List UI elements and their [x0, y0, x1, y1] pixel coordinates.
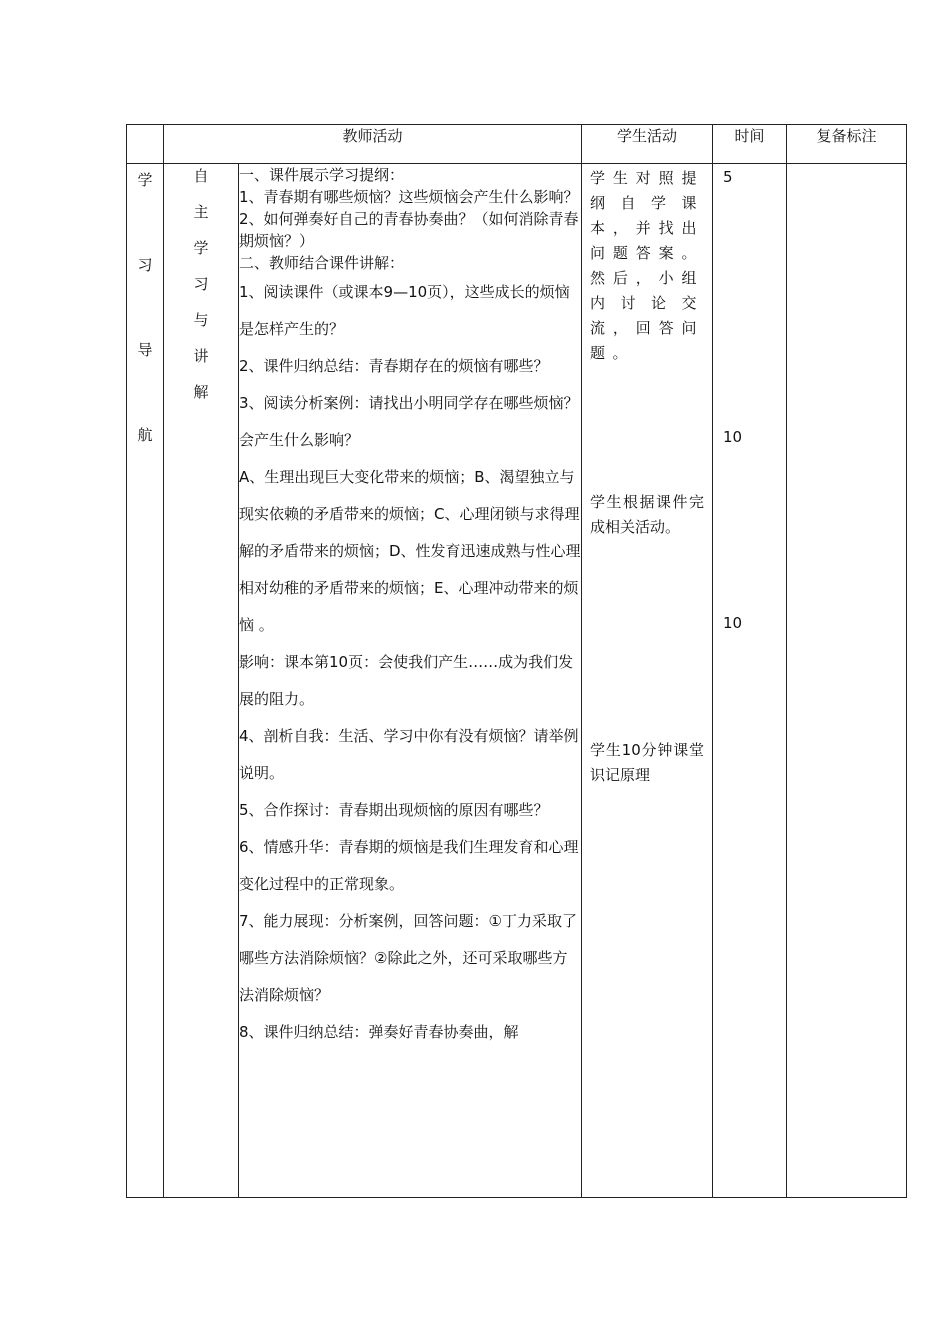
time-value: 10: [723, 614, 743, 632]
teacher-line: 3、阅读分析案例：请找出小明同学存在哪些烦恼？会产生什么影响？: [239, 394, 579, 449]
teacher-line: 一、课件展示学习提纲：: [239, 166, 405, 184]
subsection-label: [164, 164, 239, 1198]
subsection-char: 学: [193, 239, 209, 257]
subsection-char: 主: [193, 203, 209, 221]
student-activity-content: [582, 164, 713, 1198]
section-label: [127, 164, 164, 1198]
teacher-line: 6、情感升华：青春期的烦恼是我们生理发育和心理变化过程中的正常现象。: [239, 838, 579, 893]
section-char: 习: [137, 256, 153, 274]
teacher-line: 8、课件归纳总结：弹奏好青春协奏曲，解: [239, 1023, 519, 1041]
time-value: 10: [723, 428, 743, 446]
content-row: [127, 164, 907, 1198]
teacher-line: A、生理出现巨大变化带来的烦恼；B、渴望独立与现实依赖的矛盾带来的烦恼；C、心理闭锁与求得理解的矛盾带来的烦恼；D、性发育迅速成熟与性心理相对幼稚的矛盾带来的烦恼；E、心理冲动带来的烦恼 。: [239, 468, 581, 634]
subsection-char: 自: [193, 167, 209, 185]
lesson-plan-table: [126, 124, 907, 1198]
subsection-char: 解: [193, 383, 209, 401]
subsection-char: 习: [193, 275, 209, 293]
student-activity-text: 学生10分钟课堂识记原理: [590, 741, 705, 784]
time-value: 5: [723, 168, 733, 186]
teacher-line: 二、教师结合课件讲解：: [239, 254, 405, 272]
teacher-line: 2、如何弹奏好自己的青春协奏曲？（如何消除青春期烦恼？）: [239, 210, 579, 250]
teacher-line: 7、能力展现：分析案例，回答问题：①丁力采取了哪些方法消除烦恼？②除此之外，还可采取哪些方法消除烦恼？: [239, 912, 577, 1004]
student-activity-text: 学生根据课件完成相关活动。: [590, 493, 705, 536]
teacher-line: 4、剖析自我：生活、学习中你有没有烦恼？请举例说明。: [239, 727, 579, 782]
teacher-line: 2、课件归纳总结：青春期存在的烦恼有哪些？: [239, 357, 549, 375]
header-review-notes: 复备标注: [787, 125, 907, 164]
student-activity-text: 学生对照提纲自学课本，并找出问题答案。然后，小组内讨论交流，回答问题。: [590, 169, 705, 362]
header-time: 时间: [713, 125, 787, 164]
teacher-line: 1、阅读课件（或课本9—10页），这些成长的烦恼是怎样产生的？: [239, 283, 570, 338]
header-row: [127, 125, 907, 164]
teacher-line: 影响：课本第10页：会使我们产生……成为我们发展的阻力。: [239, 653, 574, 708]
section-char: 学: [137, 171, 153, 189]
time-content: [713, 164, 787, 1198]
teacher-line: 5、合作探讨：青春期出现烦恼的原因有哪些？: [239, 801, 549, 819]
header-teacher-activity: 教师活动: [164, 125, 582, 164]
teacher-activity-content: [239, 164, 582, 1198]
teacher-line: 1、青春期有哪些烦恼？这些烦恼会产生什么影响？: [239, 188, 579, 206]
section-char: 导: [137, 341, 153, 359]
section-char: 航: [137, 426, 153, 444]
subsection-char: 与: [193, 311, 209, 329]
subsection-char: 讲: [193, 347, 209, 365]
review-notes-content: [787, 164, 907, 1198]
header-student-activity: 学生活动: [582, 125, 713, 164]
